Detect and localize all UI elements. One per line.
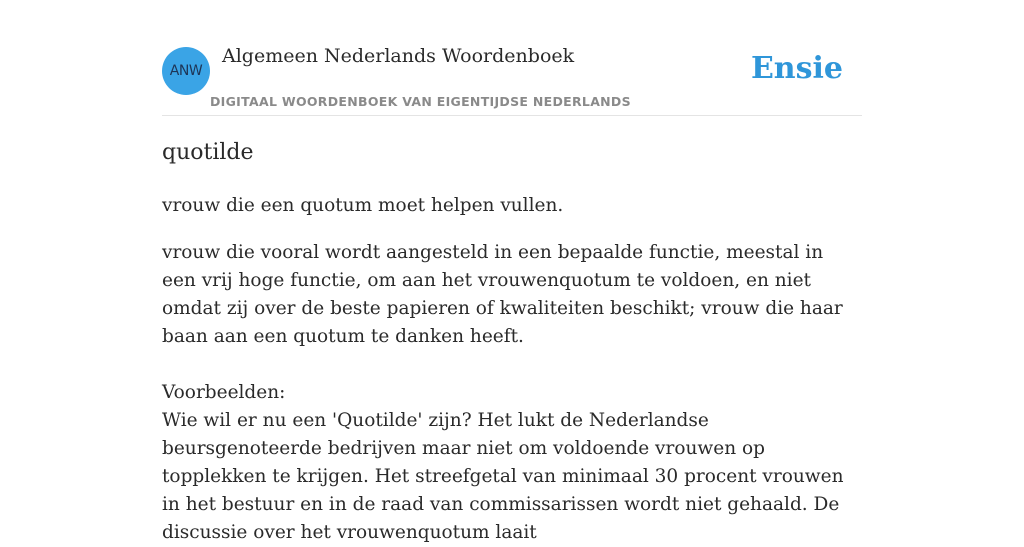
site-subtitle: DIGITAAL WOORDENBOEK VAN EIGENTIJDSE NEDERLANDS bbox=[210, 94, 631, 109]
long-definition: vrouw die vooral wordt aangesteld in een bepaalde functie, meestal in een vrij hoge functie, om aan het vrouwenquotum te voldoen, en niet omdat zij over de beste papieren of kwaliteiten beschikt; vrouw die haar baan aan een quotum te danken heeft. bbox=[162, 242, 843, 347]
ensie-brand-logo[interactable]: Ensie bbox=[750, 51, 843, 86]
entry-term: quotilde bbox=[162, 140, 254, 165]
main-content bbox=[162, 0, 862, 543]
site-header bbox=[162, 0, 862, 116]
short-definition: vrouw die een quotum moet helpen vullen. bbox=[162, 195, 564, 216]
example-text: Wie wil er nu een 'Quotilde' zijn? Het lukt de Nederlandse beursgenoteerde bedrijven maar niet om voldoende vrouwen op topplekken te krijgen. Het streefgetal van minimaal 30 procent vrouwen in het bestuur en in de raad van commissarissen wordt niet gehaald. De discussie over het vrouwenquotum laait bbox=[162, 410, 844, 543]
anw-logo[interactable]: ANW bbox=[162, 47, 210, 95]
site-title[interactable]: Algemeen Nederlands Woordenboek bbox=[222, 45, 575, 67]
examples-label: Voorbeelden: bbox=[162, 382, 286, 403]
